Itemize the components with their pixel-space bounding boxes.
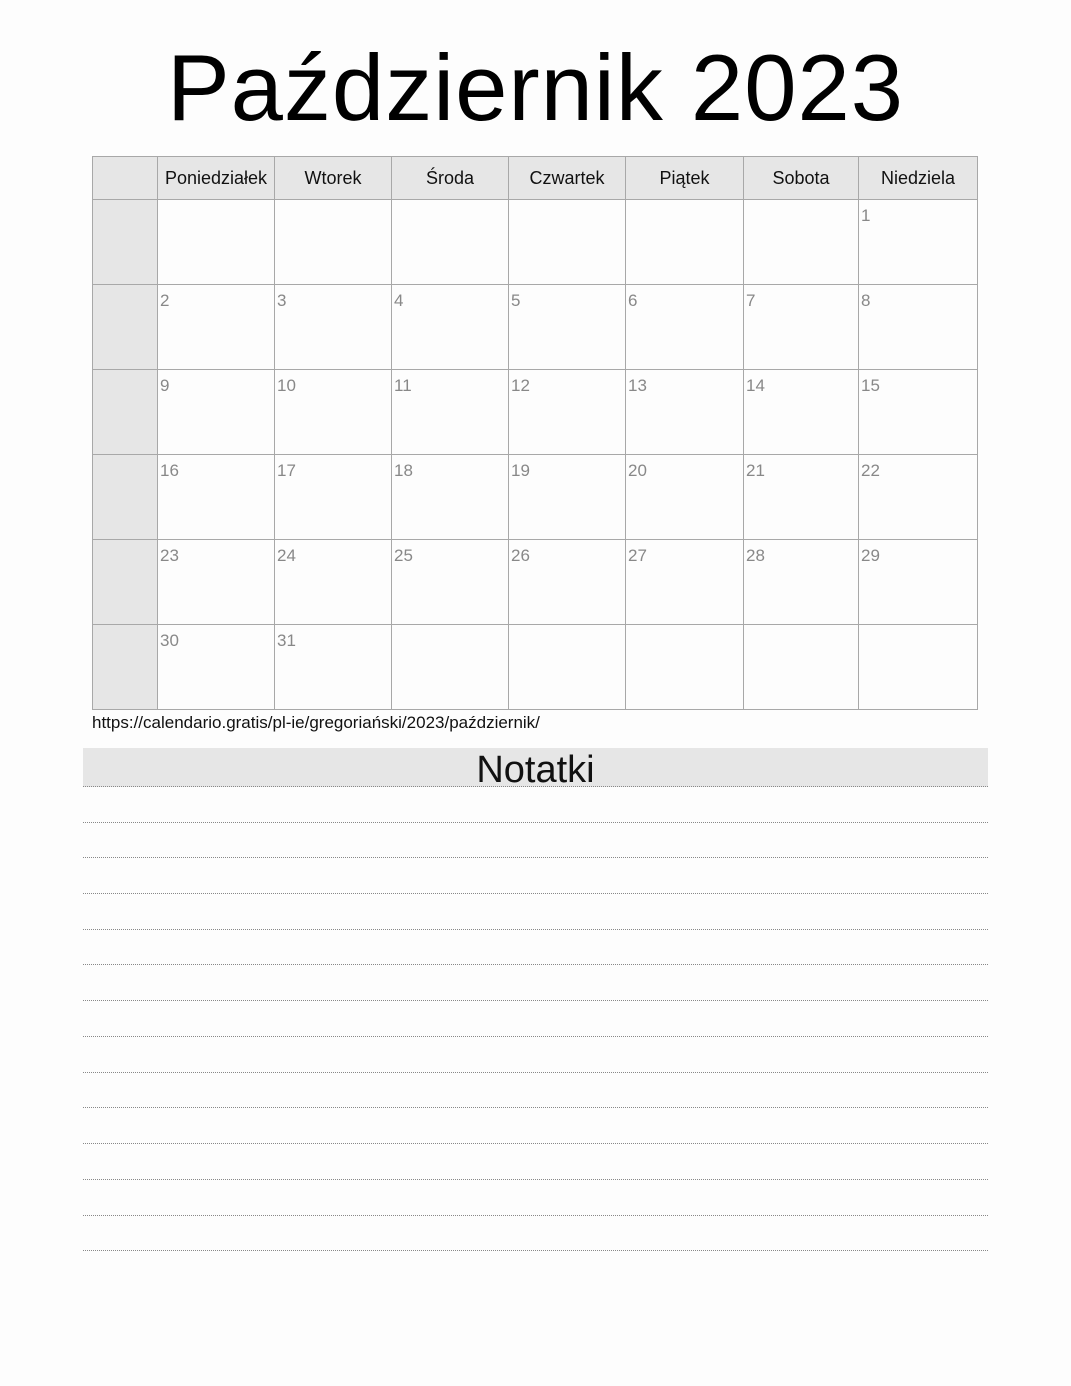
day-cell [626, 625, 744, 710]
day-cell [158, 370, 275, 455]
weekday-header-row [93, 157, 978, 200]
note-line [83, 1179, 988, 1180]
week-row [93, 200, 978, 285]
weekday-thursday: Czwartek [509, 157, 626, 200]
note-line [83, 1000, 988, 1001]
page-title: Październik 2023 [166, 35, 905, 140]
day-cell [626, 200, 744, 285]
day-cell [392, 540, 509, 625]
day-cell [859, 285, 978, 370]
day-number: 27 [628, 546, 647, 565]
week-number-cell [93, 540, 158, 625]
weekday-monday: Poniedziałek [158, 157, 275, 200]
note-line [83, 1250, 988, 1251]
day-number [158, 200, 274, 206]
day-number [275, 200, 391, 206]
day-cell [275, 540, 392, 625]
note-line [83, 822, 988, 823]
day-number: 1 [861, 206, 871, 225]
note-line [83, 929, 988, 930]
weekday-friday: Piątek [626, 157, 744, 200]
day-cell [392, 200, 509, 285]
day-number: 16 [160, 461, 179, 480]
note-line [83, 1143, 988, 1144]
source-url: https://calendario.gratis/pl-ie/gregoriański/2023/październik/ [92, 713, 540, 732]
day-cell [744, 285, 859, 370]
day-number [859, 625, 977, 631]
week-number-cell [93, 625, 158, 710]
note-line [83, 1215, 988, 1216]
week-row [93, 285, 978, 370]
day-cell [158, 285, 275, 370]
day-number: 24 [277, 546, 296, 565]
day-number [744, 625, 858, 631]
weekday-saturday: Sobota [744, 157, 859, 200]
day-number [392, 625, 508, 631]
day-number: 25 [394, 546, 413, 565]
note-line [83, 893, 988, 894]
week-row [93, 455, 978, 540]
day-number: 6 [628, 291, 638, 310]
day-number: 14 [746, 376, 765, 395]
day-cell [158, 455, 275, 540]
day-cell [859, 200, 978, 285]
week-row [93, 625, 978, 710]
day-cell [859, 540, 978, 625]
day-number: 2 [160, 291, 170, 310]
week-number-cell [93, 285, 158, 370]
day-number: 11 [394, 376, 412, 395]
day-cell [392, 625, 509, 710]
week-number-cell [93, 370, 158, 455]
day-cell [509, 285, 626, 370]
day-number: 30 [160, 631, 179, 650]
day-number: 19 [511, 461, 530, 480]
day-number: 29 [861, 546, 880, 565]
note-line [83, 1072, 988, 1073]
day-number: 20 [628, 461, 647, 480]
day-cell [275, 370, 392, 455]
weekday-tuesday: Wtorek [275, 157, 392, 200]
week-row [93, 540, 978, 625]
day-cell [626, 370, 744, 455]
day-cell [275, 200, 392, 285]
day-number [626, 625, 743, 631]
day-cell [509, 540, 626, 625]
note-line [83, 1107, 988, 1108]
note-line [83, 1036, 988, 1037]
day-number: 17 [277, 461, 296, 480]
day-cell [626, 540, 744, 625]
day-cell [275, 455, 392, 540]
day-cell [744, 455, 859, 540]
note-line [83, 857, 988, 858]
day-cell [275, 625, 392, 710]
day-number: 4 [394, 291, 404, 310]
day-cell [158, 200, 275, 285]
week-number-cell [93, 200, 158, 285]
day-number: 7 [746, 291, 756, 310]
day-number: 8 [861, 291, 871, 310]
day-number: 9 [160, 376, 170, 395]
day-number: 13 [628, 376, 647, 395]
day-cell [744, 200, 859, 285]
week-number-header [93, 157, 158, 200]
day-number: 12 [511, 376, 530, 395]
day-cell [509, 200, 626, 285]
day-number [744, 200, 858, 206]
day-cell [509, 625, 626, 710]
day-number: 3 [277, 291, 287, 310]
calendar-grid [92, 156, 978, 710]
day-number: 23 [160, 546, 179, 565]
day-number [509, 625, 625, 631]
day-cell [275, 285, 392, 370]
day-cell [744, 370, 859, 455]
day-cell [626, 455, 744, 540]
day-cell [392, 285, 509, 370]
day-cell [744, 540, 859, 625]
day-number: 5 [511, 291, 521, 310]
day-cell [509, 455, 626, 540]
day-cell [744, 625, 859, 710]
weekday-wednesday: Środa [392, 157, 509, 200]
day-number: 10 [277, 376, 296, 395]
day-cell [392, 370, 509, 455]
day-cell [626, 285, 744, 370]
day-cell [509, 370, 626, 455]
notes-heading: Notatki [83, 748, 988, 787]
weekday-sunday: Niedziela [859, 157, 978, 200]
week-row [93, 370, 978, 455]
day-number: 15 [861, 376, 880, 395]
day-number [626, 200, 743, 206]
day-number: 18 [394, 461, 413, 480]
week-number-cell [93, 455, 158, 540]
day-cell [158, 625, 275, 710]
day-cell [158, 540, 275, 625]
day-number: 21 [746, 461, 765, 480]
day-cell [859, 455, 978, 540]
note-line [83, 786, 988, 787]
day-number: 28 [746, 546, 765, 565]
day-number: 22 [861, 461, 880, 480]
month-calendar [92, 156, 977, 710]
day-number: 31 [277, 631, 296, 650]
day-number [392, 200, 508, 206]
note-line [83, 964, 988, 965]
day-number: 26 [511, 546, 530, 565]
day-cell [859, 625, 978, 710]
day-number [509, 200, 625, 206]
day-cell [392, 455, 509, 540]
day-cell [859, 370, 978, 455]
